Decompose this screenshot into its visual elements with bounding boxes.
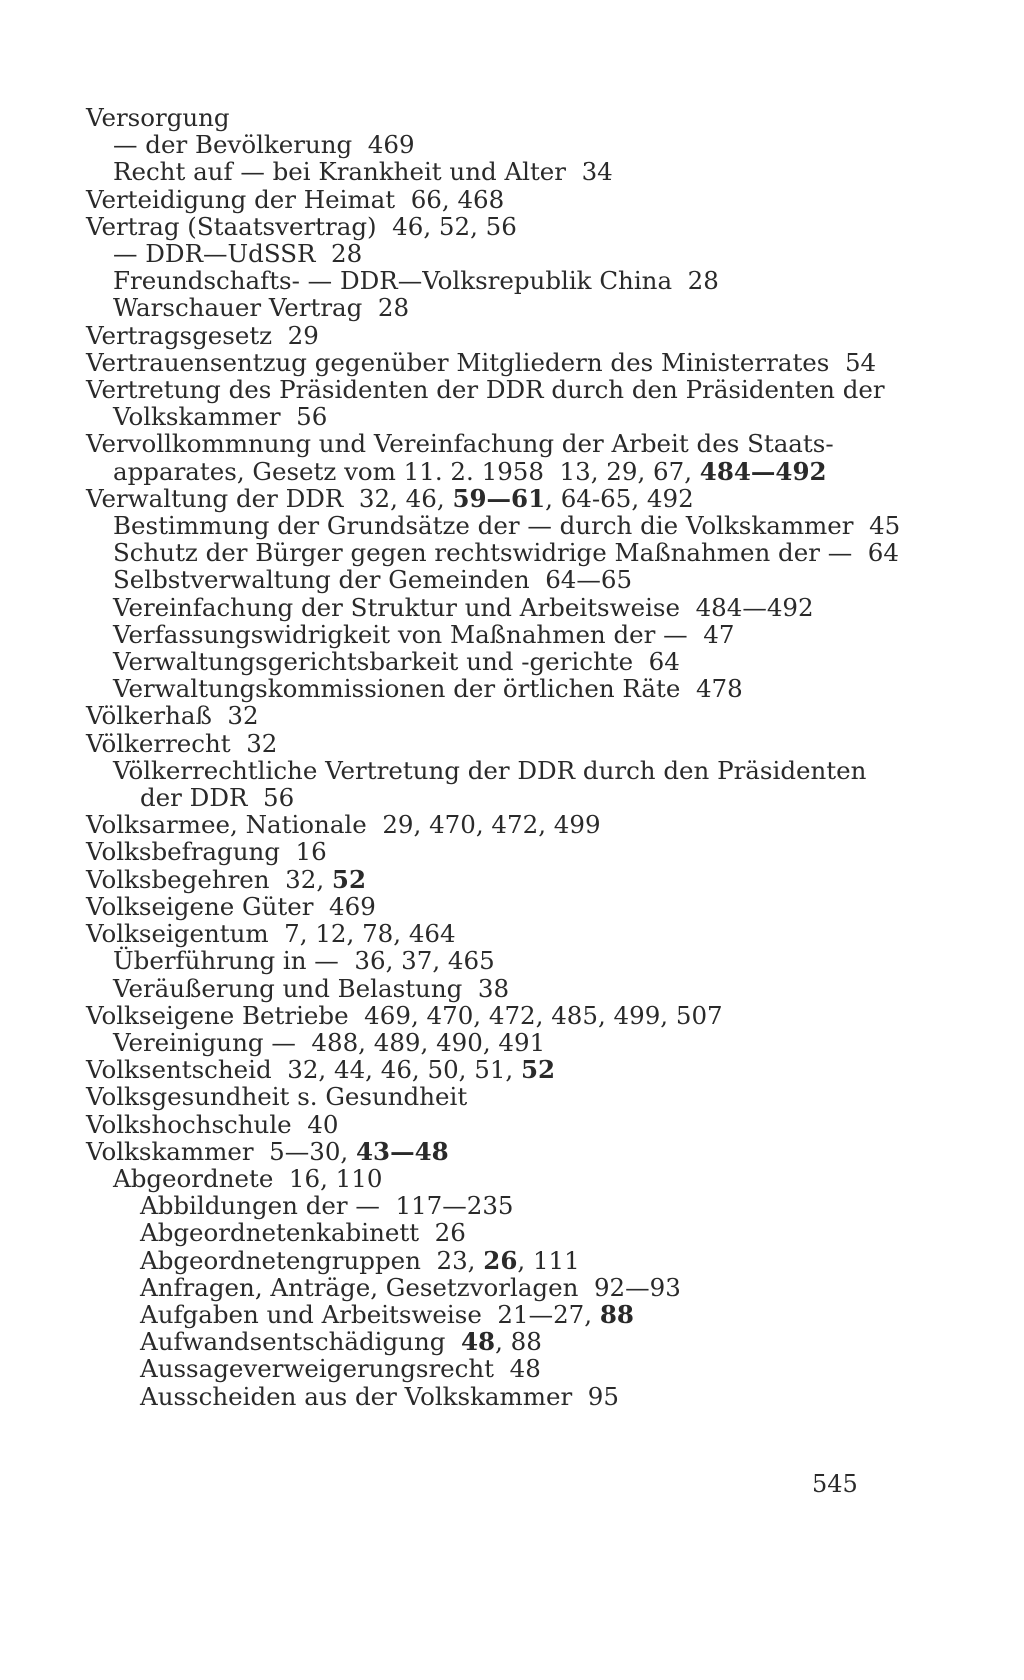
entry-text: Schutz der Bürger gegen rechtswidrige Maßnahmen der — 64: [113, 538, 899, 568]
index-entry: [86, 347, 877, 377]
entry-text: Verwaltung der DDR 32, 46,: [86, 483, 453, 513]
entry-text: Vertrauensentzug gegenüber Mitgliedern des Ministerrates 54: [86, 347, 877, 377]
bold-page-ref: 26: [483, 1245, 518, 1275]
index-entry: [86, 1383, 866, 1410]
index-entry: [86, 893, 866, 920]
index-entry: [86, 784, 866, 811]
entry-text: Vervollkommnung und Vereinfachung der Arbeit des Staats-: [86, 429, 834, 459]
entry-text: Volkseigene Betriebe 469, 470, 472, 485, 499, 507: [86, 1000, 723, 1030]
page-number: 545: [812, 1470, 858, 1498]
index-entry: [86, 1328, 866, 1355]
index-entry: [86, 1219, 866, 1246]
entry-text: Völkerrechtliche Vertretung der DDR durch den Präsidenten: [113, 755, 867, 785]
index-entry: [86, 511, 901, 541]
entry-text: Vereinigung — 488, 489, 490, 491: [113, 1027, 546, 1057]
index-entry: [86, 1301, 866, 1328]
index-entry: [86, 186, 866, 213]
index-entry: [86, 131, 866, 158]
entry-text: Abbildungen der — 117—235: [140, 1191, 514, 1221]
entry-text: , 64-65, 492: [545, 483, 694, 513]
index-entry: [86, 322, 866, 349]
entry-text: Anfragen, Anträge, Gesetzvorlagen 92—93: [140, 1272, 681, 1302]
entry-text: Abgeordnetenkabinett 26: [140, 1218, 466, 1248]
index-entry: [86, 838, 866, 865]
entry-text: Volkskammer 5—30,: [86, 1136, 356, 1166]
entry-text: Volkshochschule 40: [86, 1109, 339, 1139]
index-entry: [86, 213, 866, 240]
index-entry: [86, 1274, 866, 1301]
index-entry: [86, 730, 866, 757]
bold-page-ref: 48: [460, 1327, 496, 1357]
index-entry: [86, 403, 866, 430]
entry-text: Warschauer Vertrag 28: [113, 293, 410, 323]
entry-text: Abgeordnete 16, 110: [113, 1163, 383, 1193]
index-entry: [86, 430, 866, 457]
entry-text: Volksgesundheit s. Gesundheit: [86, 1082, 468, 1112]
index-entry: [86, 1002, 866, 1029]
index-entry: [86, 1192, 866, 1219]
entry-text: Aufwandsentschädigung: [140, 1327, 461, 1357]
entry-text: Volkseigentum 7, 12, 78, 464: [86, 919, 456, 949]
index-entry: [86, 975, 866, 1002]
index-entry: [86, 240, 866, 267]
index-entry: [86, 1056, 866, 1083]
index-entry: [86, 675, 866, 702]
entry-text: Freundschafts- — DDR—Volksrepublik China 28: [113, 266, 719, 296]
entry-text: Vereinfachung der Struktur und Arbeitsweise 484—492: [113, 592, 814, 622]
index-entry: [86, 811, 866, 838]
index-entry: [86, 866, 866, 893]
index-entry: [86, 920, 866, 947]
bold-page-ref: 484—492: [699, 456, 827, 486]
index-entry: [86, 375, 885, 405]
entry-text: Ausscheiden aus der Volkskammer 95: [140, 1381, 619, 1411]
index-entry: [86, 1111, 866, 1138]
index-entry: [86, 947, 866, 974]
index-entry: [86, 294, 866, 321]
index-entry: [86, 104, 866, 131]
bold-page-ref: 52: [331, 864, 367, 894]
entry-text: Recht auf — bei Krankheit und Alter 34: [113, 157, 613, 187]
index-entry: [86, 1083, 866, 1110]
entry-text: Abgeordnetengruppen 23,: [140, 1245, 484, 1275]
index-entry: [86, 1165, 866, 1192]
entry-text: Vertrag (Staatsvertrag) 46, 52, 56: [86, 211, 517, 241]
index-entry: [86, 621, 866, 648]
entry-text: Völkerrecht 32: [86, 728, 278, 758]
index-entry: [86, 458, 866, 485]
index-entry: [86, 1138, 866, 1165]
entry-text: Volkskammer 56: [113, 402, 328, 432]
entry-text: Völkerhaß 32: [86, 701, 259, 731]
index-entry: [86, 594, 866, 621]
entry-text: Verwaltungskommissionen der örtlichen Räte 478: [113, 674, 743, 704]
entry-text: Vertretung des Präsidenten der DDR durch den Präsidenten der: [86, 375, 885, 405]
entry-text: Verfassungswidrigkeit von Maßnahmen der — 47: [113, 619, 735, 649]
entry-text: Vertragsgesetz 29: [86, 320, 319, 350]
index-entry: [86, 1355, 866, 1382]
index-entry: [86, 538, 899, 568]
index-entry: [86, 757, 866, 784]
entry-text: Volksbegehren 32,: [86, 864, 332, 894]
entry-text: Volksbefragung 16: [86, 837, 327, 867]
entry-text: Bestimmung der Grundsätze der — durch die Volkskammer 45: [113, 511, 901, 541]
entry-text: Aufgaben und Arbeitsweise 21—27,: [140, 1299, 600, 1329]
entry-text: Volkseigene Güter 469: [86, 891, 376, 921]
index-entry: [86, 566, 866, 593]
entry-text: Überführung in — 36, 37, 465: [113, 946, 495, 976]
bold-page-ref: 59—61: [452, 483, 546, 513]
index-column: [86, 103, 901, 1411]
entry-text: , 111: [517, 1245, 580, 1275]
index-entry: [86, 1029, 866, 1056]
bold-page-ref: 43—48: [356, 1136, 449, 1166]
bold-page-ref: 88: [599, 1299, 634, 1329]
index-entry: [86, 702, 866, 729]
entry-text: Verwaltungsgerichtsbarkeit und -gerichte 64: [113, 647, 680, 677]
entry-text: Selbstverwaltung der Gemeinden 64—65: [113, 565, 633, 595]
entry-text: Volksentscheid 32, 44, 46, 50, 51,: [86, 1055, 521, 1085]
index-entry: [86, 267, 866, 294]
entry-text: apparates, Gesetz vom 11. 2. 1958 13, 29, 67,: [113, 456, 700, 486]
entry-text: Volksarmee, Nationale 29, 470, 472, 499: [86, 810, 601, 840]
entry-text: — DDR—UdSSR 28: [113, 239, 363, 269]
index-entry: [86, 648, 866, 675]
entry-text: Aussageverweigerungsrecht 48: [140, 1354, 541, 1384]
index-entry: [86, 1247, 866, 1274]
entry-text: Verteidigung der Heimat 66, 468: [86, 184, 505, 214]
entry-text: Veräußerung und Belastung 38: [113, 973, 510, 1003]
entry-text: , 88: [495, 1327, 542, 1357]
index-entry: [86, 158, 866, 185]
entry-text: Versorgung: [86, 103, 230, 132]
index-entry: [86, 485, 866, 512]
entry-text: — der Bevölkerung 469: [113, 130, 415, 160]
bold-page-ref: 52: [521, 1055, 556, 1085]
entry-text: der DDR 56: [140, 783, 295, 813]
